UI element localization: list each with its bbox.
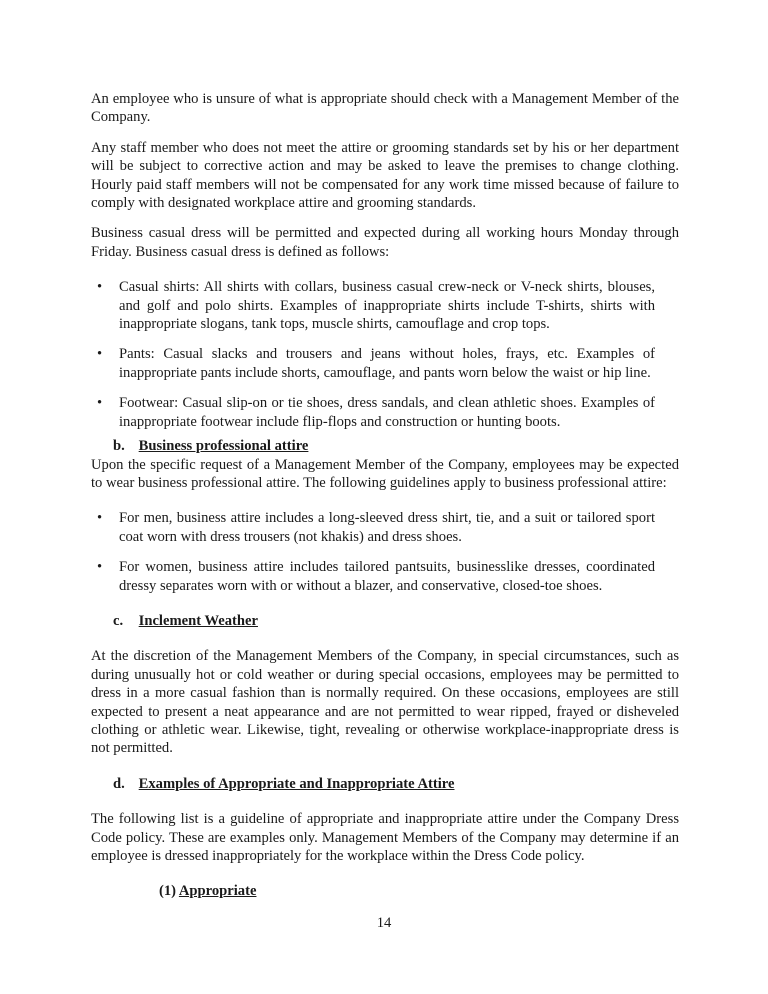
bullet-icon: • — [97, 395, 103, 412]
section-d-label: d. — [113, 775, 125, 792]
section-d-heading — [91, 775, 679, 793]
list-item-text: Pants: Casual slacks and trousers and jeans without holes, frays, etc. Examples of inappropriate pants include shorts, camouflage, and pants worn below the waist or hip line. — [119, 346, 655, 381]
subsection-1-title: Appropriate — [178, 883, 257, 900]
list-item — [91, 345, 679, 382]
section-c-body: At the discretion of the Management Members of the Company, in special circumstances, such as during unusually hot or cold weather or during special occasions, employees may be permitted to dress in a more casual fashion than is normally required. On these occasions, employees are still expected to present a neat appearance and are not permitted to wear ripped, frayed or disheveled clothing or athletic wear. Likewise, tight, revealing or otherwise workplace-inappropriate dress is not permitted. — [91, 648, 679, 757]
section-b-label: b. — [113, 438, 125, 455]
section-b-heading — [91, 437, 679, 455]
document-page — [91, 90, 679, 901]
intro-paragraph-1: An employee who is unsure of what is appropriate should check with a Management Member of the Company. — [91, 91, 679, 126]
list-item — [91, 278, 679, 333]
section-d-body: The following list is a guideline of appropriate and inappropriate attire under the Company Dress Code policy. These are examples only. Management Members of the Company may determine if an employee is dressed inappropriately for the workplace within the Dress Code policy. — [91, 811, 679, 864]
bullet-icon: • — [97, 559, 103, 576]
business-attire-list — [91, 509, 679, 595]
bullet-icon: • — [97, 346, 103, 363]
section-c-heading — [91, 612, 679, 630]
bullet-icon: • — [97, 279, 103, 296]
list-item-text: For women, business attire includes tailored pantsuits, businesslike dresses, coordinated dressy separates worn with or without a blazer, and conservative, closed-toe shoes. — [119, 559, 655, 594]
section-d-title: Examples of Appropriate and Inappropriate Attire — [138, 775, 455, 792]
list-item — [91, 558, 679, 595]
page-number: 14 — [376, 915, 392, 931]
list-item — [91, 394, 679, 431]
subsection-1-label: (1) — [159, 883, 177, 900]
section-b-title: Business professional attire — [138, 438, 309, 455]
list-item-text: Casual shirts: All shirts with collars, business casual crew-neck or V-neck shirts, blouses, and golf and polo shirts. Examples of inappropriate shirts include T-shirts, shirts with inappropriate slogans, tank tops, muscle shirts, camouflage and crop tops. — [119, 279, 655, 333]
list-item — [91, 509, 679, 546]
section-c-label: c. — [113, 612, 124, 629]
subsection-1-heading — [91, 882, 679, 900]
casual-dress-list — [91, 278, 679, 431]
intro-paragraph-2: Any staff member who does not meet the attire or grooming standards set by his or her department will be subject to corrective action and may be asked to leave the premises to change clothing. Hourly paid staff members will not be compensated for any work time missed because of failure to comply with designated workplace attire and grooming standards. — [91, 139, 679, 212]
section-b-body: Upon the specific request of a Management Member of the Company, employees may be expected to wear business professional attire. The following guidelines apply to business professional attire: — [91, 456, 679, 491]
bullet-icon: • — [97, 510, 103, 527]
section-c-title: Inclement Weather — [138, 612, 258, 629]
intro-paragraph-3: Business casual dress will be permitted and expected during all working hours Monday through Friday. Business casual dress is defined as follows: — [91, 225, 679, 260]
list-item-text: For men, business attire includes a long-sleeved dress shirt, tie, and a suit or tailored sport coat worn with dress trousers (not khakis) and dress shoes. — [119, 510, 655, 545]
list-item-text: Footwear: Casual slip-on or tie shoes, dress sandals, and clean athletic shoes. Examples of inappropriate footwear include flip-flops and construction or hunting boots. — [119, 395, 655, 430]
